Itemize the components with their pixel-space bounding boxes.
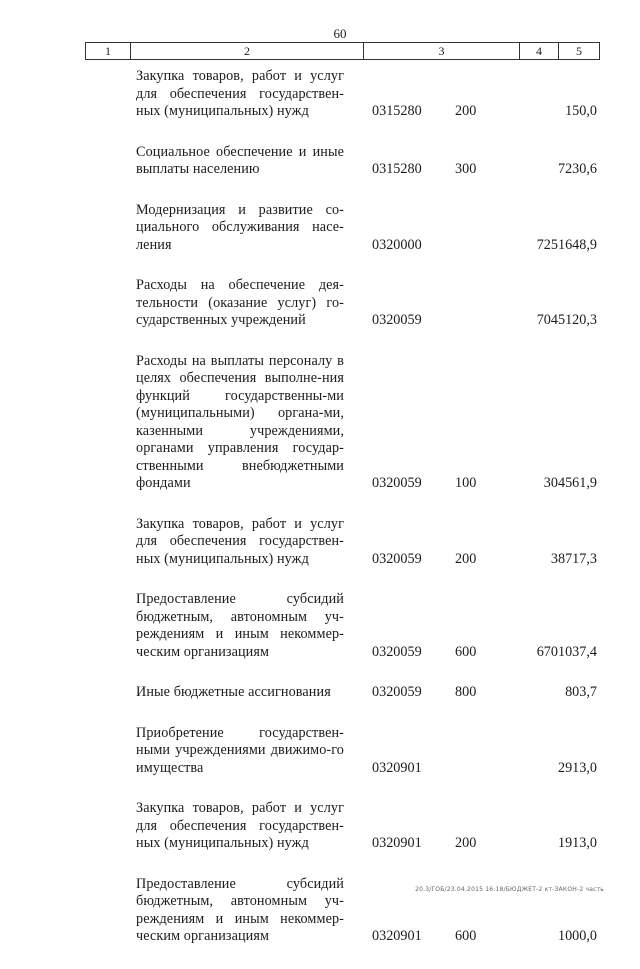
row-code: 0320059 — [372, 312, 422, 328]
row-type: 600 — [455, 643, 477, 660]
row-description: Предоставление субсидий бюджетным, автономным уч-реждениям и иным некоммер-ческим организациям — [136, 591, 344, 660]
row-type: 600 — [455, 928, 477, 944]
header-col-2: 2 — [131, 43, 364, 59]
table-body — [0, 68, 640, 969]
row-description: Приобретение государствен-ными учреждениями движимо-го имущества — [136, 724, 344, 776]
row-code: 0320000 — [372, 236, 422, 253]
table-header — [85, 42, 600, 60]
table-row — [0, 202, 640, 255]
row-type: 100 — [455, 475, 477, 491]
row-code: 0320901 — [372, 928, 422, 944]
row-amount: 803,7 — [565, 684, 597, 700]
row-description: Закупка товаров, работ и услуг для обеспечения государствен-ных (муниципальных) нужд — [136, 800, 344, 851]
row-code: 0320059 — [372, 550, 422, 567]
row-description: Предоставление субсидий бюджетным, автономным уч-реждениям и иным некоммер-ческим организациям — [136, 875, 344, 944]
row-code: 0320059 — [372, 684, 422, 700]
table-row — [0, 353, 640, 493]
row-code: 0320901 — [372, 835, 422, 851]
row-description: Закупка товаров, работ и услуг для обеспечения государствен-ных (муниципальных) нужд — [136, 515, 344, 567]
row-code: 0320059 — [372, 643, 422, 660]
header-col-5: 5 — [576, 44, 582, 58]
row-amount: 7251648,9 — [536, 236, 597, 253]
table-row — [0, 68, 640, 121]
row-type: 200 — [455, 103, 477, 119]
row-amount: 7045120,3 — [536, 312, 597, 328]
page-number: 60 — [333, 26, 347, 41]
row-type: 300 — [455, 161, 477, 177]
row-code: 0315280 — [372, 161, 422, 177]
table-row — [0, 516, 640, 569]
row-description: Расходы на обеспечение дея-тельности (оказание услуг) го-сударственных учреждений — [136, 277, 344, 328]
row-description: Иные бюджетные ассигнования — [136, 684, 331, 700]
header-col-3: 3 — [364, 43, 520, 59]
row-description: Модернизация и развитие со-циального обслуживания насе-ления — [136, 201, 344, 253]
table-row — [0, 725, 640, 778]
footer-stamp: 20.3/ГОБ/23.04.2015 16:18/БЮДЖЕТ-2 кт-ЗАКОН-2 часть — [415, 886, 604, 893]
table-row — [0, 684, 640, 702]
table-row — [0, 277, 640, 330]
table-row — [0, 144, 640, 179]
table-row — [0, 800, 640, 853]
row-code: 0315280 — [372, 103, 422, 119]
row-type: 200 — [455, 835, 477, 851]
row-amount: 38717,3 — [550, 550, 597, 567]
row-amount: 304561,9 — [543, 475, 597, 491]
row-code: 0320059 — [372, 475, 422, 491]
row-description: Закупка товаров, работ и услуг для обеспечения государствен-ных (муниципальных) нужд — [136, 68, 344, 119]
table-row — [0, 591, 640, 661]
row-amount: 2913,0 — [557, 759, 597, 776]
row-amount: 150,0 — [565, 103, 597, 119]
row-amount: 1913,0 — [557, 835, 597, 851]
row-amount: 6701037,4 — [536, 643, 597, 660]
row-amount: 1000,0 — [557, 928, 597, 944]
row-code: 0320901 — [372, 759, 422, 776]
row-type: 800 — [455, 684, 477, 700]
row-description: Расходы на выплаты персоналу в целях обеспечения выполне-ния функций государственны-ми (муниципальными) органа-ми, казенными учреждениями, органами управления государ-ственными внебюджетными фондами — [136, 352, 344, 491]
row-description: Социальное обеспечение и иные выплаты населению — [136, 143, 344, 177]
row-amount: 7230,6 — [557, 161, 597, 177]
row-type: 200 — [455, 550, 477, 567]
header-col-1: 1 — [86, 43, 131, 59]
header-col-4: 4 — [520, 43, 559, 59]
